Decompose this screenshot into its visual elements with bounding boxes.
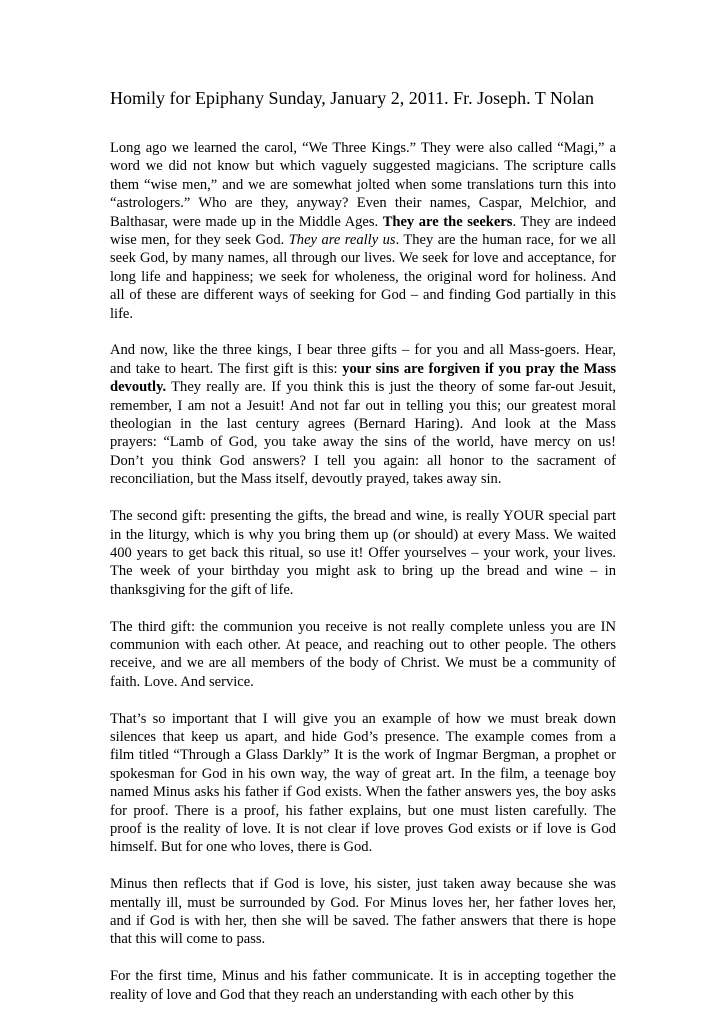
text-line bbox=[110, 820, 616, 838]
text-line bbox=[110, 213, 616, 231]
text-line bbox=[110, 157, 616, 175]
text-line bbox=[110, 765, 616, 783]
text-run: word we did not know but which vaguely suggested magicians. The scripture calls bbox=[110, 158, 616, 175]
text-line bbox=[110, 894, 616, 912]
text-line bbox=[110, 397, 616, 415]
text-run: For the first time, Minus and his father communicate. It is in accepting together the bbox=[110, 968, 616, 985]
text-run: life. bbox=[110, 305, 134, 322]
text-run: wise men, for they seek God. bbox=[110, 232, 289, 249]
text-run: Long ago we learned the carol, “We Three Kings.” They were also called “Magi,” a bbox=[110, 140, 616, 156]
text-run: film titled “Through a Glass Darkly” It is the work of Ingmar Bergman, a prophet or bbox=[110, 747, 616, 764]
text-run: reconciliation, but the Mass itself, devoutly prayed, takes away sin. bbox=[110, 471, 502, 488]
text-line bbox=[110, 728, 616, 746]
paragraph-6 bbox=[110, 875, 616, 949]
text-run: remember, I am not a Jesuit! And not far out in telling you this; our greatest moral bbox=[110, 397, 616, 414]
text-run: . They are the human race, for we all bbox=[395, 232, 616, 249]
text-line bbox=[110, 875, 616, 893]
text-line bbox=[110, 360, 616, 378]
text-run: and take to heart. The first gift is this: bbox=[110, 360, 343, 377]
text-run: faith. Love. And service. bbox=[110, 673, 254, 690]
text-line bbox=[110, 544, 616, 562]
text-line bbox=[110, 433, 616, 451]
text-run: long life and happiness; we seek for wholeness, the original word for holiness. And bbox=[110, 268, 616, 285]
text-run: himself. But for one who loves, there is God. bbox=[110, 839, 373, 856]
text-run: proof is the reality of love. It is not clear if love proves God exists or if love is God bbox=[110, 820, 616, 837]
text-line bbox=[110, 507, 616, 525]
text-run: reality of love and God that they reach an understanding with each other by this bbox=[110, 986, 574, 1003]
text-run: communion with each other. At peace, and reaching out to other people. The others bbox=[110, 636, 616, 653]
text-line bbox=[110, 452, 616, 470]
text-line bbox=[110, 378, 616, 396]
text-run: And now, like the three kings, I bear three gifts – for you and all Mass-goers. Hear, bbox=[110, 342, 616, 359]
text-line bbox=[110, 654, 616, 672]
text-run: Minus then reflects that if God is love, his sister, just taken away because she was bbox=[110, 876, 616, 893]
text-run: all of these are different ways of seeking for God – and finding God partially in this bbox=[110, 287, 616, 304]
text-line bbox=[110, 562, 616, 580]
paragraph-1 bbox=[110, 139, 616, 323]
text-line bbox=[110, 194, 616, 212]
text-line bbox=[110, 912, 616, 930]
text-run: The week of your birthday you might ask to bring up the bread and wine – in bbox=[110, 563, 616, 580]
text-run: seek God, by many names, all through our lives. We seek for love and acceptance, for bbox=[110, 250, 616, 267]
homily-body bbox=[110, 139, 616, 1022]
text-run: They really are. If you think this is just the theory of some far-out Jesuit, bbox=[166, 379, 616, 396]
text-line bbox=[110, 783, 616, 801]
text-line bbox=[110, 341, 616, 359]
text-run: prayers: “Lamb of God, you take away the sins of the world, have mercy on us! bbox=[110, 434, 616, 451]
text-line bbox=[110, 176, 616, 194]
text-line bbox=[110, 838, 616, 856]
text-line bbox=[110, 470, 616, 488]
text-run: silences that keep us apart, and hide God’s presence. The example comes from a bbox=[110, 728, 616, 745]
italic-text: They are really us bbox=[288, 232, 396, 249]
text-line bbox=[110, 268, 616, 286]
text-line bbox=[110, 746, 616, 764]
paragraph-7 bbox=[110, 967, 616, 1004]
text-run: “astrologers.” Who are they, anyway? Even their names, Caspar, Melchior, and bbox=[110, 195, 616, 212]
text-line bbox=[110, 231, 616, 249]
text-line bbox=[110, 286, 616, 304]
text-run: receive, and we are all members of the body of Christ. We must be a community of bbox=[110, 655, 616, 672]
text-line bbox=[110, 967, 616, 985]
text-line bbox=[110, 986, 616, 1004]
text-run: that this will come to pass. bbox=[110, 931, 266, 948]
text-line bbox=[110, 636, 616, 654]
text-line bbox=[110, 673, 616, 691]
paragraph-3 bbox=[110, 507, 616, 599]
text-run: theologian in the last century agrees (Bernard Haring). And look at the Mass bbox=[110, 416, 616, 433]
text-line bbox=[110, 710, 616, 728]
text-run: mentally ill, must be surrounded by God. For Minus loves her, her father loves her, bbox=[110, 894, 616, 911]
text-run: and if God is with her, then she will be saved. The father answers that there is hope bbox=[110, 912, 616, 929]
text-run: for proof. There is a proof, his father explains, but one must listen carefully. The bbox=[110, 802, 616, 819]
text-run: spokesman for God in his own way, the way of great art. In the film, a teenage boy bbox=[110, 765, 616, 782]
page-title: Homily for Epiphany Sunday, January 2, 2011. Fr. Joseph. T Nolan bbox=[110, 88, 594, 108]
text-line bbox=[110, 526, 616, 544]
bold-text: They are the seekers bbox=[382, 213, 513, 230]
bold-text: devoutly. bbox=[110, 379, 167, 396]
text-line bbox=[110, 415, 616, 433]
text-line bbox=[110, 581, 616, 599]
text-run: The third gift: the communion you receive is not really complete unless you are IN bbox=[110, 618, 616, 635]
paragraph-5 bbox=[110, 710, 616, 857]
text-run: named Minus asks his father if God exists. When the father answers yes, the boy asks bbox=[110, 784, 616, 801]
text-run: Balthasar, were made up in the Middle Ages. bbox=[110, 213, 383, 230]
text-line bbox=[110, 305, 616, 323]
text-run: The second gift: presenting the gifts, the bread and wine, is really YOUR special part bbox=[110, 508, 616, 525]
text-run: in the liturgy, which is why you bring them up (or should) at every Mass. We waited bbox=[110, 526, 616, 543]
paragraph-4 bbox=[110, 618, 616, 692]
text-line bbox=[110, 618, 616, 636]
text-run: them “wise men,” and we are somewhat jolted when some translations turn this into bbox=[110, 176, 616, 193]
text-run: 400 years to get back this ritual, so use it! Offer yourselves – your work, your lives. bbox=[110, 544, 616, 561]
text-run: Don’t you think God answers? I tell you again: all honor to the sacrament of bbox=[110, 452, 616, 469]
text-run: That’s so important that I will give you an example of how we must break down bbox=[110, 710, 616, 727]
paragraph-2 bbox=[110, 341, 616, 488]
text-line bbox=[110, 930, 616, 948]
text-line bbox=[110, 249, 616, 267]
text-run: . They are indeed bbox=[512, 213, 616, 230]
text-line bbox=[110, 139, 616, 157]
text-line bbox=[110, 802, 616, 820]
bold-text: your sins are forgiven if you pray the Mass bbox=[342, 360, 616, 377]
text-run: thanksgiving for the gift of life. bbox=[110, 581, 294, 598]
